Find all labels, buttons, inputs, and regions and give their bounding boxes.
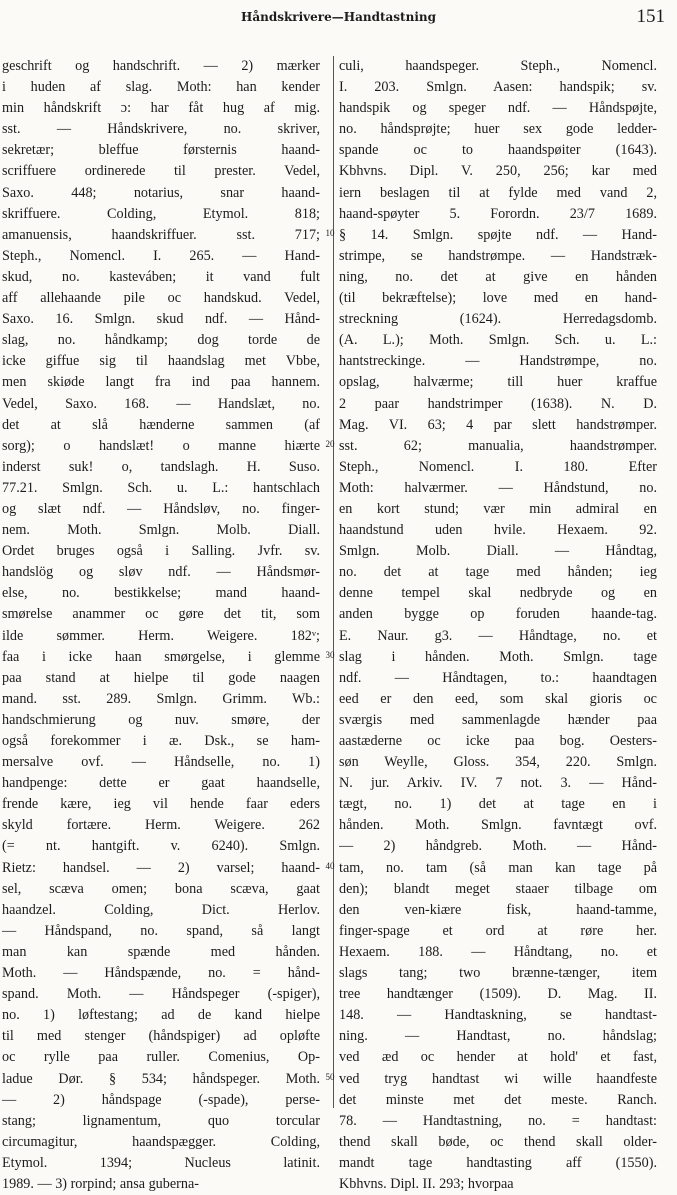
text-line: iern beslagen til at fylde med vand 2, <box>339 184 657 201</box>
text-line: det minste met det meste. Ranch. <box>339 1091 657 1108</box>
text-line: slag, no. håndkamp; dog torde de <box>2 332 320 349</box>
text-line: smørelse anammer oc gøre det tit, som <box>2 606 320 623</box>
text-line: 148. — Handtaskning, se handtast- <box>339 1007 657 1024</box>
text-line: eed er den eed, som skal gioris oc <box>339 690 657 707</box>
text-line: handschmierung og nuv. smøre, der <box>2 711 320 728</box>
text-line: amanuensis, haandskriffuer. sst. 717; <box>2 226 320 243</box>
text-line: thend skall bøde, oc thend skall older- <box>339 1133 657 1150</box>
text-line: Saxo. 448; notarius, snar haand- <box>2 184 320 201</box>
text-line: spande oc to haandspøiter (1643). <box>339 142 657 159</box>
text-line: Steph., Nomencl. I. 265. — Hand- <box>2 247 320 264</box>
text-line: no. det at tage med hånden; ieg <box>339 564 657 581</box>
text-line: opslag, halværme; till huer kraffue <box>339 374 657 391</box>
text-line: sværgis med sammenlagde hænder paa <box>339 711 657 728</box>
two-column-text <box>0 56 677 1192</box>
text-line: ndf. — Håndtagen, to.: haandtagen <box>339 669 657 686</box>
text-line: icke giffue sig til haandslag met Vbbe, <box>2 353 320 370</box>
text-line: E. Naur. g3. — Håndtage, no. et <box>339 627 657 644</box>
text-line: ved æd oc hender at hold' et fast, <box>339 1049 657 1066</box>
text-line: og slæt ndf. — Håndsløv, no. finger- <box>2 500 320 517</box>
text-line: 2 paar handstrimper (1638). N. D. <box>339 395 657 412</box>
text-line: min håndskrift ɔ: har fåt hug af mig. <box>2 100 320 117</box>
text-line: ved tryg handtast wi wille haandfeste <box>339 1070 657 1087</box>
text-line: (A. L.); Moth. Smlgn. Sch. u. L.: <box>339 332 657 349</box>
text-line: geschrift og handschrift. — 2) mærker <box>2 58 320 74</box>
line-number-50: 50 <box>325 1072 335 1082</box>
text-line: Rietz: handsel. — 2) varsel; haand- <box>2 859 320 876</box>
text-line: handspik og speger ndf. — Håndspøjte, <box>339 100 657 117</box>
text-line: Ordet bruges også i Salling. Jvfr. sv. <box>2 543 320 560</box>
text-line: Moth. — Håndspænde, no. = hånd- <box>2 965 320 982</box>
text-line: Steph., Nomencl. I. 180. Efter <box>339 458 657 475</box>
page-number: 151 <box>636 6 665 27</box>
text-line: slags tang; two brænne-tænger, item <box>339 965 657 982</box>
text-line: I. 203. Smlgn. Aasen: handspik; sv. <box>339 79 657 96</box>
text-line: det at slå hænderne sammen (af <box>2 416 320 433</box>
line-number-30: 30 <box>325 650 335 660</box>
text-line: sorg); o handslæt! o manne hiærte <box>2 437 320 454</box>
text-line: Moth: halværmer. — Håndstund, no. <box>339 479 657 496</box>
text-line: frende kære, ieg vil hende faar eders <box>2 796 320 813</box>
text-line: i huden af slag. Moth: han kender <box>2 79 320 96</box>
line-number-20: 20 <box>325 439 335 449</box>
text-line: strimpe, se handstrømpe. — Handstræk- <box>339 247 657 264</box>
text-line: til med stenger (håndspiger) ad opløfte <box>2 1028 320 1045</box>
text-line: N. jur. Arkiv. IV. 7 not. 3. — Hånd- <box>339 775 657 792</box>
text-line: denne tempel skal nedbryde og en <box>339 585 657 602</box>
text-line: ilde sømmer. Herm. Weigere. 182ᵛ; <box>2 627 320 644</box>
text-line: men skiøde langt fra ind paa hannem. <box>2 374 320 391</box>
text-line: aff allehaande pile oc handskud. Vedel, <box>2 290 320 307</box>
text-line: handpenge: dette er gaat haandselle, <box>2 775 320 792</box>
text-line: sst. — Håndskrivere, no. skriver, <box>2 121 320 138</box>
text-line: nem. Moth. Smlgn. Molb. Diall. <box>2 522 320 539</box>
text-line: skyld fortære. Herm. Weigere. 262 <box>2 817 320 834</box>
text-line: — Håndspand, no. spand, så langt <box>2 922 320 939</box>
text-line: finger-spage et ord at røre her. <box>339 922 657 939</box>
text-line: tam, no. tam (så man kan tage på <box>339 859 657 876</box>
text-line: (til bekræftelse); love med en hand- <box>339 290 657 307</box>
text-line: ning, no. det at give en hånden <box>339 268 657 285</box>
text-line: slag i hånden. Moth. Smlgn. tage <box>339 648 657 665</box>
text-line: stang; lignamentum, quo torcular <box>2 1112 320 1129</box>
text-line: else, no. bestikkelse; mand haand- <box>2 585 320 602</box>
text-line: Mag. VI. 63; 4 par slett handstrømper. <box>339 416 657 433</box>
text-line: 77.21. Smlgn. Sch. u. L.: hantschlach <box>2 479 320 496</box>
line-number-40: 40 <box>325 861 335 871</box>
text-line: tægt, no. 1) det at tage en i <box>339 796 657 813</box>
text-line: man kan spænde med hånden. <box>2 943 320 960</box>
text-line: mandt tage handtasting aff (1550). <box>339 1154 657 1171</box>
text-line: oc rylle paa ruller. Comenius, Op- <box>2 1049 320 1066</box>
text-line: no. 1) løftestang; ad de kand hielpe <box>2 1007 320 1024</box>
text-line: 78. — Handtastning, no. = handtast: <box>339 1112 657 1129</box>
text-line: Vedel, Saxo. 168. — Handslæt, no. <box>2 395 320 412</box>
text-line: tree handtænger (1509). D. Mag. II. <box>339 986 657 1003</box>
text-line: Saxo. 16. Smlgn. skud ndf. — Hånd- <box>2 311 320 328</box>
text-line: scriffuere ordinerede til prester. Vedel, <box>2 163 320 180</box>
text-line: også forekommer i æ. Dsk., se ham- <box>2 733 320 749</box>
text-line: haandstund uden hvile. Hexaem. 92. <box>339 522 657 539</box>
column-divider <box>333 56 334 1108</box>
text-line: aastæderne oc icke paa bog. Oesters- <box>339 733 657 749</box>
text-line: — 2) håndgreb. Moth. — Hånd- <box>339 838 657 855</box>
text-line: ning. — Handtast, no. håndslag; <box>339 1028 657 1045</box>
text-line: sst. 62; manualia, haandstrømper. <box>339 437 657 454</box>
text-line: spand. Moth. — Håndspeger (-spiger), <box>2 986 320 1003</box>
text-line: søn Weylle, Gloss. 354, 220. Smlgn. <box>339 754 657 771</box>
text-line: culi, haandspeger. Steph., Nomencl. <box>339 58 657 74</box>
right-column <box>339 56 657 1195</box>
text-line: Smlgn. Molb. Diall. — Håndtag, <box>339 543 657 560</box>
text-line: Kbhvns. Dipl. II. 293; hvorpaa <box>339 1175 514 1192</box>
left-column <box>2 56 320 1195</box>
text-line: streckning (1624). Herredagsdomb. <box>339 311 657 328</box>
text-line: en kort stund; vær min admiral en <box>339 500 657 517</box>
text-line: mand. sst. 289. Smlgn. Grimm. Wb.: <box>2 690 320 707</box>
text-line: hantstreckinge. — Handstrømpe, no. <box>339 353 657 370</box>
page-header <box>0 6 677 34</box>
text-line: den ven-kiære fisk, haand-tamme, <box>339 901 657 918</box>
text-line: anden bygge op foruden haande-tag. <box>339 606 657 623</box>
text-line: skud, no. kasteváben; it vand fult <box>2 268 320 285</box>
line-number-10: 10 <box>325 228 335 238</box>
text-line: ladue Dør. § 534; håndspeger. Moth. <box>2 1070 320 1087</box>
text-line: Etymol. 1394; Nucleus latinit. <box>2 1154 320 1171</box>
text-line: (= nt. hantgift. v. 6240). Smlgn. <box>2 838 320 855</box>
text-line: 1989. — 3) rorpind; ansa guberna- <box>2 1175 199 1192</box>
text-line: paa stand at hielpe til gode naagen <box>2 669 320 686</box>
text-line: faa i icke haan smørgelse, i glemme <box>2 648 320 665</box>
text-line: sel, scæva omen; bona scæva, gaat <box>2 880 320 897</box>
text-line: Hexaem. 188. — Håndtang, no. et <box>339 943 657 960</box>
running-title: Håndskrivere—Handtastning <box>241 10 436 24</box>
text-line: hånden. Moth. Smlgn. favntægt ovf. <box>339 817 657 834</box>
text-line: circumagitur, haandspægger. Colding, <box>2 1133 320 1150</box>
text-line: sekretær; bleffue førsternis haand- <box>2 142 320 159</box>
text-line: mersalve ovf. — Håndselle, no. 1) <box>2 754 320 771</box>
text-line: handslög og sløv ndf. — Håndsmør- <box>2 564 320 581</box>
text-line: skriffuere. Colding, Etymol. 818; <box>2 205 320 222</box>
text-line: no. håndsprøjte; huer sex gode ledder- <box>339 121 657 138</box>
text-line: inderst suk! o, tandslagh. H. Suso. <box>2 458 320 475</box>
text-line: — 2) håndspage (-spade), perse- <box>2 1091 320 1108</box>
text-line: den); blandt meget staaer tilbage om <box>339 880 657 897</box>
text-line: haandzel. Colding, Dict. Herlov. <box>2 901 320 918</box>
text-line: haand-spøyter 5. Forordn. 23/7 1689. <box>339 205 657 222</box>
text-line: Kbhvns. Dipl. V. 250, 256; kar med <box>339 163 657 180</box>
text-line: § 14. Smlgn. spøjte ndf. — Hand- <box>339 226 657 243</box>
